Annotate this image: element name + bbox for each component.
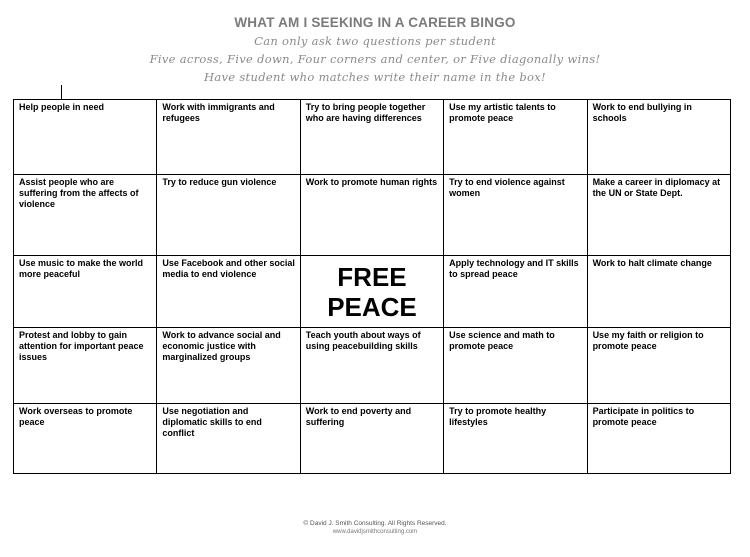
bingo-cell[interactable]: Participate in politics to promote peace [587, 404, 730, 474]
bingo-cell[interactable]: Apply technology and IT skills to spread peace [444, 256, 587, 328]
bingo-cell[interactable]: Teach youth about ways of using peacebuilding skills [300, 328, 443, 404]
copyright-notice: © David J. Smith Consulting. All Rights Reserved. [303, 520, 447, 527]
bingo-cell[interactable]: Work to end poverty and suffering [300, 404, 443, 474]
bingo-cell[interactable]: Work to advance social and economic justice with marginalized groups [157, 328, 300, 404]
bingo-cell[interactable]: Try to reduce gun violence [157, 175, 300, 256]
bingo-cell[interactable]: Use Facebook and other social media to end violence [157, 256, 300, 328]
bingo-cell[interactable]: Work with immigrants and refugees [157, 100, 300, 175]
text-cursor [61, 85, 62, 99]
bingo-cell[interactable]: Work to promote human rights [300, 175, 443, 256]
website-link[interactable]: www.davidjsmithconsulting.com [332, 529, 418, 535]
peace-label: PEACE [327, 291, 417, 322]
page-title: WHAT AM I SEEKING IN A CAREER BINGO [234, 15, 516, 30]
instruction-sign-box: Have student who matches write their name in the box! [204, 70, 546, 84]
bingo-cell[interactable]: Work overseas to promote peace [14, 404, 157, 474]
bingo-cell[interactable]: Protest and lobby to gain attention for important peace issues [14, 328, 157, 404]
instruction-questions: Can only ask two questions per student [254, 34, 496, 48]
bingo-row [14, 256, 731, 328]
free-label: FREE [337, 261, 407, 292]
bingo-cell[interactable]: Use my artistic talents to promote peace [444, 100, 587, 175]
bingo-grid [13, 99, 731, 474]
bingo-cell[interactable]: Try to promote healthy lifestyles [444, 404, 587, 474]
bingo-row [14, 328, 731, 404]
bingo-cell[interactable]: Assist people who are suffering from the affects of violence [14, 175, 157, 256]
bingo-row [14, 404, 731, 474]
bingo-cell[interactable]: Make a career in diplomacy at the UN or State Dept. [587, 175, 730, 256]
instruction-win-rules: Five across, Five down, Four corners and center, or Five diagonally wins! [149, 52, 601, 66]
bingo-cell[interactable]: Use negotiation and diplomatic skills to end conflict [157, 404, 300, 474]
bingo-cell[interactable]: Try to end violence against women [444, 175, 587, 256]
bingo-cell[interactable]: Work to end bullying in schools [587, 100, 730, 175]
bingo-cell[interactable]: Try to bring people together who are having differences [300, 100, 443, 175]
free-space-cell[interactable] [300, 256, 443, 328]
bingo-cell[interactable]: Use my faith or religion to promote peace [587, 328, 730, 404]
bingo-cell[interactable]: Use music to make the world more peaceful [14, 256, 157, 328]
bingo-cell[interactable]: Use science and math to promote peace [444, 328, 587, 404]
bingo-row [14, 100, 731, 175]
bingo-cell[interactable]: Help people in need [14, 100, 157, 175]
bingo-cell[interactable]: Work to halt climate change [587, 256, 730, 328]
bingo-row [14, 175, 731, 256]
